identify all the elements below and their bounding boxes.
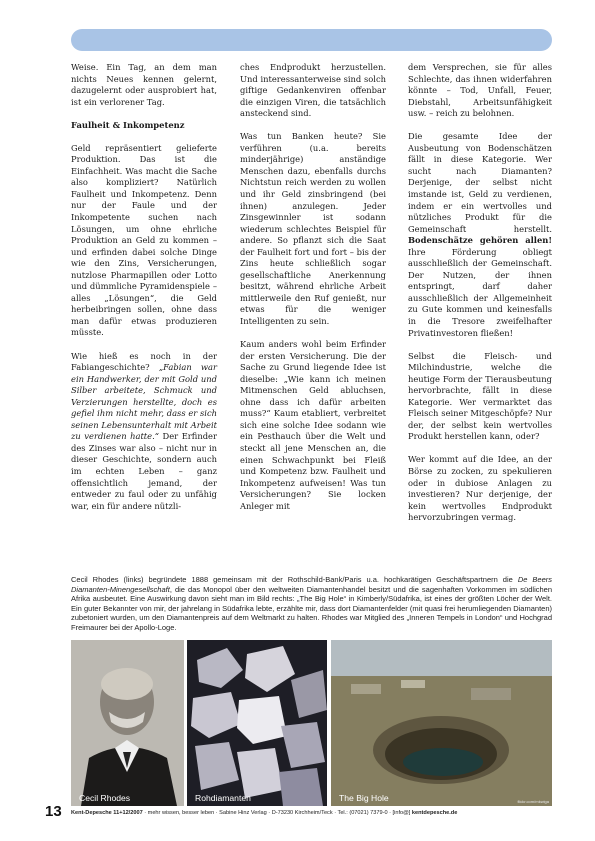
paragraph: Geld repräsentiert gelieferte Produktion. Das ist die Einfachheit. Was macht die Sache also kompliziert? Natürlich Faulheit und Inkompetenz. Denn nur der Faule und der Inkompetente suchen nach Lösungen, um ohne ehrliche Produktion an Geld zu kommen – und erfinden dabei solche Dinge wie den Zins, Versicherungen, nutzlose Pharmapillen oder Lotto und dümmliche Pyramidenspiele – alles „Lösungen“, die Geld herbeibringen sollen, ohne dass man dafür etwas produzieren müsste. bbox=[71, 142, 217, 338]
paragraph bbox=[408, 131, 552, 339]
paragraph bbox=[71, 351, 217, 513]
caption-text: Cecil Rhodes (links) begründete 1888 gemeinsam mit der Rothschild-Bank/Paris u.a. hochkarätigen Geschäftspartnern die bbox=[71, 575, 518, 584]
portrait-illustration bbox=[71, 640, 184, 806]
paragraph: dem Versprechen, sie für alles Schlechte, das ihnen widerfahren könnte – Tod, Unfall, Feuer, Diebstahl, Arbeitsunfähigkeit usw. – reich zu belohnen. bbox=[408, 62, 552, 119]
text-column-2 bbox=[240, 62, 386, 524]
paragraph-text: Der Erfinder des Zinses war also – nicht nur in dieser Geschichte, sondern auch im echten Leben – ganz offensichtlich jemand, der entweder zu faul oder zu unfähig war, ein für andere nützli- bbox=[71, 431, 217, 511]
company-name: De Beers Diamanten-Minengesellschaft bbox=[71, 575, 553, 594]
page-number: 13 bbox=[45, 803, 62, 820]
photo-label: Cecil Rhodes bbox=[79, 793, 131, 803]
header-bar bbox=[71, 29, 552, 51]
paragraph: Kaum anders wohl beim Erfinder der ersten Versicherung. Die der Sache zu Grund liegende Idee ist dieselbe: „Wie kann ich meinen Mitmenschen Geld abluchsen, ohne dass ich dafür arbeiten muss?“ Kaum etabliert, verbreitet sich eine solche Idee sodann wie ein Pesthauch über die Welt und steckt all jene Menschen an, die einen Schwachpunkt bei Fleiß und Kompetenz bzw. Faulheit und Inkompetenz aufweisen! Was tun Versicherungen? Sie locken Anleger mit bbox=[240, 339, 386, 511]
footer bbox=[71, 810, 552, 816]
paragraph: ches Endprodukt herzustellen. Und interessanterweise sind solch giftige Gedankenviren offenbar die einzigen Viren, die tatsächlich ansteckend sind. bbox=[240, 62, 386, 119]
paragraph: Wer kommt auf die Idee, an der Börse zu zocken, zu spekulieren oder in dubiose Anlagen zu investieren? Nur derjenige, der kein wertvolles Endprodukt hervorzubringen vermag. bbox=[408, 454, 552, 523]
paragraph-text: Ihre Förderung obliegt ausschließlich der Gemeinschaft. Der Nutzen, der ihnen entspringt, darf daher ausschließlich der Allgemeinheit zu Gute kommen und keinesfalls in die Tresore zweifelhafter Privatinvestoren fließen! bbox=[408, 246, 552, 338]
text-column-1 bbox=[71, 62, 217, 524]
paragraph-text: Wie hieß es noch in der Fabiangeschichte? bbox=[71, 350, 217, 373]
photo-cecil-rhodes bbox=[71, 640, 184, 806]
big-hole-illustration bbox=[331, 640, 552, 806]
website-link[interactable]: kentdepesche.de bbox=[411, 810, 458, 816]
diamonds-illustration bbox=[187, 640, 327, 806]
paragraph: Was tun Banken heute? Sie verführen (u.a. bereits minderjährige) anständige Menschen dazu, ebenfalls durchs Nichtstun reich werden zu wollen und ihr Geld zinsbringend (bei ihnen) anzulegen. Jeder Zinsgewinnler ist sodann wiederum schlechtes Beispiel für andere. So pflanzt sich die Saat der Faulheit fort und fort – bis der Zins heute schließlich sogar gesellschaftliche Anerkennung besitzt, während ehrliche Arbeit mittlerweile den Ruf genießt, nur etwas für die weniger Intelligenten zu sein. bbox=[240, 131, 386, 326]
photo-rough-diamonds bbox=[187, 640, 327, 806]
text-column-3 bbox=[408, 62, 552, 535]
paragraph: Selbst die Fleisch- und Milchindustrie, welche die heutige Form der Tierausbeutung hervorbrachte, fällt in diese Kategorie. Wer vermarktet das Fleisch seiner Mitgeschöpfe? Nur der, der selbst kein wertvolles Produkt herstellen kann, oder? bbox=[408, 350, 552, 442]
footer-text: · mehr wissen, besser leben · Sabine Hinz Verlag · D-73230 Kirchheim/Teck · Tel.: (07021) 7379-0 · [info@] bbox=[142, 810, 412, 816]
photo-label: Rohdiamanten bbox=[195, 793, 251, 803]
section-heading: Faulheit & Inkompetenz bbox=[71, 119, 185, 130]
photo-credit: flickr.com/rnkwiga bbox=[517, 799, 549, 804]
image-caption bbox=[71, 575, 552, 633]
caption-text: , die das Monopol über den weltweiten Diamantenhandel besitzt und die sagenhaften Vorkommen im südlichen Afrika ausbeutet. Eine Auswirkung davon sieht man im Bild rechts: „The Big Hole“ in Kimberly/Südafrika, ist eines der größten Löcher der Welt. Ein guter Bekannter von mir, der jahrelang in Südafrika lebte, erzählte mir, dass dort Diamantenfelder (mit quasi frei herumliegenden Diamanten) zubetoniert wurden, um den Diamantenpreis auf dem Weltmarkt zu halten. Rhodes war Mitglied des „Inneren Tempels in London“ und Hochgrad Freimaurer bei der Apollo-Loge. bbox=[71, 584, 552, 632]
publication-name: Kent-Depesche 11+12/2007 bbox=[71, 810, 143, 816]
paragraph-text: Die gesamte Idee der Ausbeutung von Bodenschätzen fällt in diese Kategorie. Wer sucht nach Diamanten? Derjenige, der selbst nicht imstande ist, Geld zu verdienen, indem er ein wertvolles und nützliches Produkt für die Gemeinschaft herstellt. bbox=[408, 131, 552, 234]
bold-statement: Bodenschätze gehören allen! bbox=[408, 235, 552, 246]
paragraph: Weise. Ein Tag, an dem man nichts Neues kennen gelernt, dazugelernt oder ausprobiert hat, ist ein verlorener Tag. bbox=[71, 62, 217, 107]
photo-label: The Big Hole bbox=[339, 793, 389, 803]
photo-big-hole bbox=[331, 640, 552, 806]
fabian-quote: „Fabian war ein Handwerker, der mit Gold und Silber arbeitete, Schmuck und Verzierungen herstellte, doch es gefiel ihm nicht mehr, dass er sich seinen Lebensunterhalt mit Arbeit zu verdienen hatte.“ bbox=[71, 362, 218, 442]
